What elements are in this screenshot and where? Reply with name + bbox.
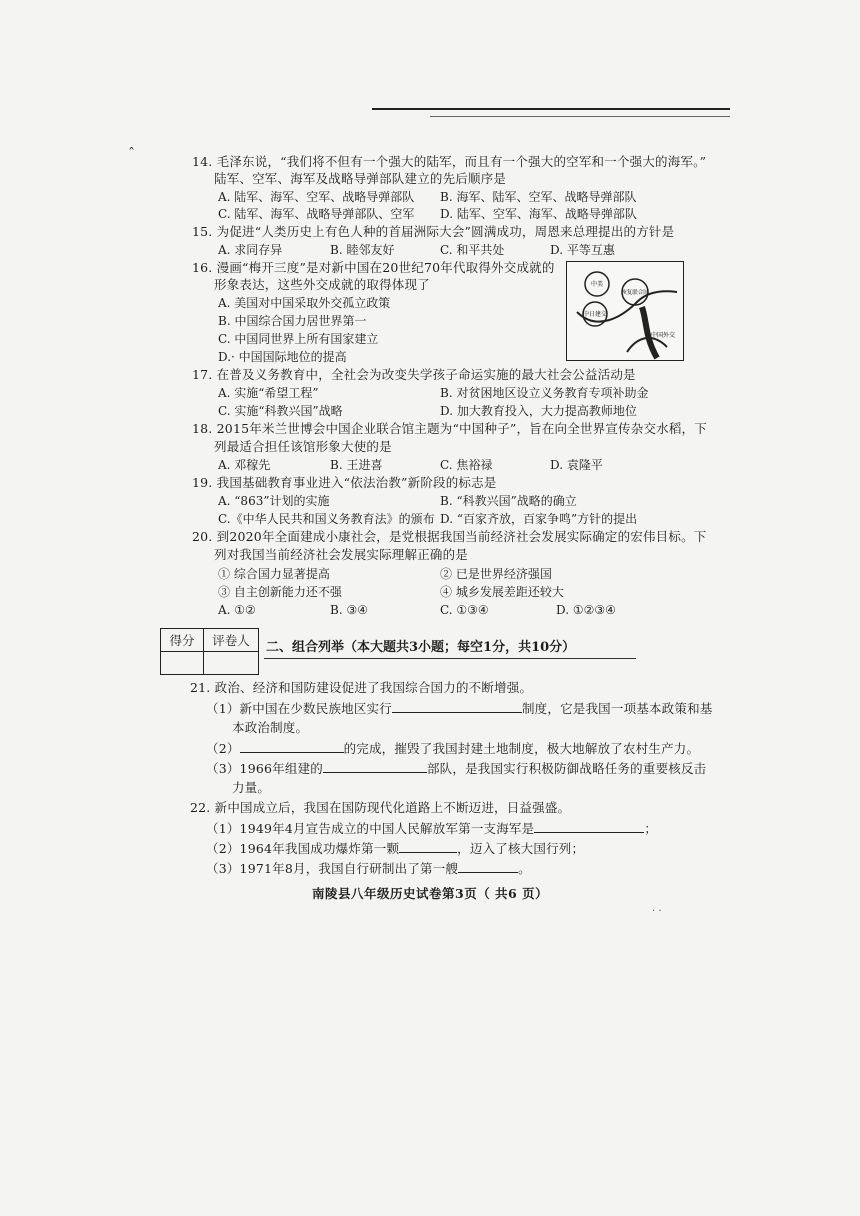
- q15-option-b: B. 睦邻友好: [330, 243, 395, 257]
- q21-blank-2[interactable]: [240, 740, 344, 753]
- scan-mark: ˆ: [128, 146, 135, 162]
- q20-item-2: ② 已是世界经济强国: [440, 567, 552, 581]
- q14-option-a: A. 陆军、海军、空军、战略导弹部队: [218, 190, 415, 204]
- q19-option-d: D. “百家齐放，百家争鸣”方针的提出: [440, 512, 638, 526]
- q21-part2-after: 的完成，摧毁了我国封建土地制度，极大地解放了农村生产力。: [343, 741, 700, 756]
- header-rule-thin: [430, 116, 730, 117]
- q18-option-c: C. 焦裕禄: [440, 458, 493, 472]
- q20-option-a: A. ①②: [218, 603, 256, 617]
- q21-part3-after: 部队，是我国实行积极防御战略任务的重要核反击: [426, 761, 707, 776]
- q17-stem: 17. 在普及义务教育中，全社会为改变失学孩子命运实施的最大社会公益活动是: [192, 367, 636, 382]
- q19-option-a: A. “863”计划的实施: [218, 494, 330, 508]
- q17-option-c: C. 实施“科教兴国”战略: [218, 404, 343, 418]
- q16-option-c: C. 中国同世界上所有国家建立: [218, 332, 379, 346]
- q20-option-b: B. ③④: [330, 603, 368, 617]
- q18-option-a: A. 邓稼先: [218, 458, 271, 472]
- q20-option-c: C. ①③④: [440, 603, 489, 617]
- q20-item-3: ③ 自主创新能力还不强: [218, 585, 342, 599]
- scan-dots: · ·: [652, 906, 662, 917]
- q22-stem: 22. 新中国成立后，我国在国防现代化道路上不断迈进，日益强盛。: [190, 800, 571, 815]
- q14-stem-line1: 14. 毛泽东说，“我们将不但有一个强大的陆军，而且有一个强大的空军和一个强大的海军。”: [192, 154, 707, 169]
- q21-part1: [206, 700, 712, 717]
- q21-stem: 21. 政治、经济和国防建设促进了我国综合国力的不断增强。: [190, 680, 533, 695]
- score-table: [160, 628, 259, 675]
- q21-part1-after: 制度，它是我国一项基本政策和基: [521, 701, 713, 716]
- q15-option-a: A. 求同存异: [218, 243, 283, 257]
- q22-part3-before: （3）1971年8月，我国自行研制出了第一艘: [206, 861, 459, 876]
- q19-stem: 19. 我国基础教育事业进入“依法治教”新阶段的标志是: [192, 475, 497, 490]
- q22-blank-1[interactable]: [534, 820, 644, 833]
- q17-option-a: A. 实施“希望工程”: [218, 386, 319, 400]
- q22-blank-2[interactable]: [399, 840, 457, 853]
- plum-branch-illustration: [567, 262, 683, 360]
- q20-stem-line1: 20. 到2020年全面建成小康社会，是党根据我国当前经济社会发展实际确定的宏伟目标。下: [192, 529, 707, 544]
- score-cell[interactable]: [161, 652, 204, 675]
- q21-part3: [206, 760, 706, 777]
- page-footer: 南陵县八年级历史试卷第3页（ 共6 页）: [312, 886, 549, 901]
- q14-option-b: B. 海军、陆军、空军、战略导弹部队: [440, 190, 637, 204]
- q21-part2: [206, 740, 699, 757]
- cartoon-label-2: 中日建交: [582, 311, 608, 318]
- q18-option-b: B. 王进喜: [330, 458, 383, 472]
- q22-part3-after: 。: [518, 861, 531, 876]
- q21-part2-before: （2）: [206, 741, 240, 756]
- section-rule: [264, 658, 636, 659]
- grader-cell[interactable]: [204, 652, 259, 675]
- header-rule: [372, 108, 730, 110]
- score-label: 得分: [161, 629, 204, 652]
- cartoon-label-1: 中美: [590, 281, 604, 288]
- q19-option-b: B. “科教兴国”战略的确立: [440, 494, 577, 508]
- q20-stem-line2: 列对我国当前经济社会发展实际理解正确的是: [214, 547, 469, 562]
- q22-part2-after: ，迈入了核大国行列；: [457, 841, 585, 856]
- q21-blank-1[interactable]: [392, 700, 522, 713]
- q14-option-d: D. 陆军、空军、海军、战略导弹部队: [440, 207, 637, 221]
- q21-part1-cont: 本政治制度。: [232, 720, 309, 735]
- q16-option-a: A. 美国对中国采取外交孤立政策: [218, 296, 391, 310]
- q16-option-d: D.· 中国国际地位的提高: [218, 350, 347, 364]
- q14-option-c: C. 陆军、海军、战略导弹部队、空军: [218, 207, 415, 221]
- grader-label: 评卷人: [204, 629, 259, 652]
- q22-blank-3[interactable]: [458, 860, 518, 873]
- q18-option-d: D. 袁隆平: [550, 458, 603, 472]
- q18-stem-line1: 18. 2015年米兰世博会中国企业联合馆主题为“中国种子”，旨在向全世界宣传杂交水稻，下: [192, 421, 707, 436]
- q20-item-4: ④ 城乡发展差距还较大: [440, 585, 564, 599]
- q22-part2: [206, 840, 584, 857]
- q15-option-d: D. 平等互惠: [550, 243, 615, 257]
- q21-blank-3[interactable]: [323, 760, 427, 773]
- q22-part1-after: ；: [644, 821, 658, 836]
- q16-stem-line2: 形象表达，这些外交成就的取得体现了: [214, 277, 430, 292]
- q18-stem-line2: 列最适合担任该馆形象大使的是: [214, 439, 392, 454]
- q17-option-d: D. 加大教育投入，大力提高教师地位: [440, 404, 637, 418]
- q22-part3: [206, 860, 531, 877]
- q16-stem-line1: 16. 漫画“梅开三度”是对新中国在20世纪70年代取得外交成就的: [192, 260, 555, 275]
- q22-part1-before: （1）1949年4月宣告成立的中国人民解放军第一支海军是: [206, 821, 535, 836]
- cartoon-label-4: 中国外交: [650, 332, 676, 339]
- q17-option-b: B. 对贫困地区设立义务教育专项补助金: [440, 386, 649, 400]
- q20-item-1: ① 综合国力显著提高: [218, 567, 330, 581]
- q15-option-c: C. 和平共处: [440, 243, 505, 257]
- q16-option-b: B. 中国综合国力居世界第一: [218, 314, 367, 328]
- q14-stem-line2: 陆军、空军、海军及战略导弹部队建立的先后顺序是: [214, 171, 507, 186]
- q21-part3-before: （3）1966年组建的: [206, 761, 323, 776]
- q21-part1-before: （1）新中国在少数民族地区实行: [206, 701, 392, 716]
- section-title: 二、组合列举（本大题共3小题；每空1分，共10分）: [266, 640, 576, 655]
- q22-part2-before: （2）1964年我国成功爆炸第一颗: [206, 841, 400, 856]
- q19-option-c: C.《中华人民共和国义务教育法》的颁布: [218, 512, 435, 526]
- q22-part1: [206, 820, 657, 837]
- q15-stem: 15. 为促进“人类历史上有色人种的首届洲际大会”圆满成功，周恩来总理提出的方针是: [192, 224, 675, 239]
- q21-part3-cont: 力量。: [232, 780, 271, 795]
- q20-option-d: D. ①②③④: [556, 603, 616, 617]
- plum-blossom-cartoon: [566, 261, 684, 361]
- cartoon-label-3: 恢复联合国: [621, 290, 649, 296]
